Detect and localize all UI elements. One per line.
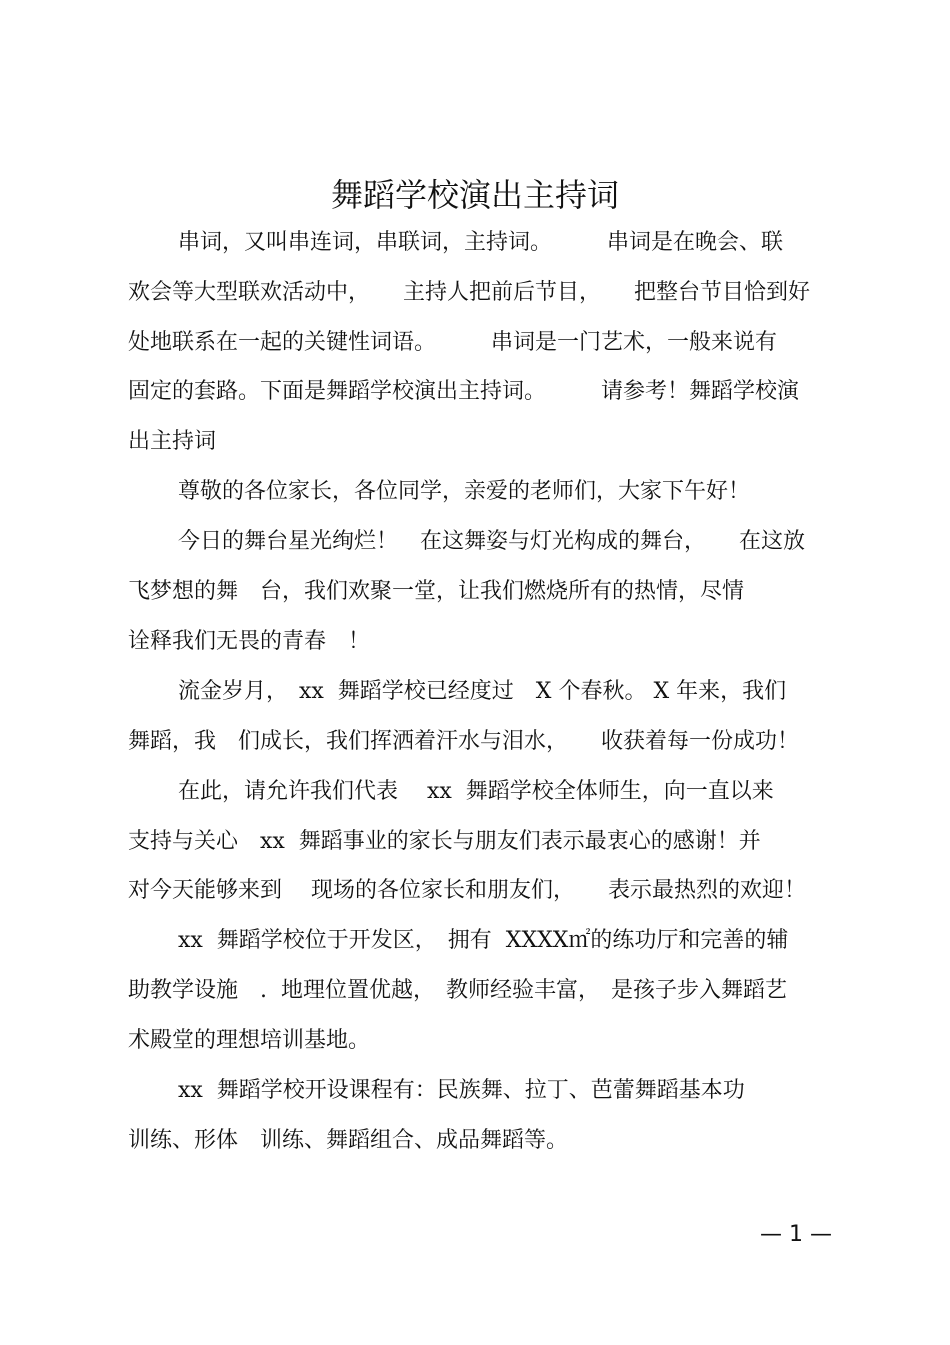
text-line: xx 舞蹈学校开设课程有：民族舞、拉丁、芭蕾舞蹈基本功 bbox=[178, 1078, 745, 1103]
text-line: 出主持词 bbox=[128, 429, 217, 454]
text-line: 助教学设施 . 地理位置优越， 教师经验丰富， 是孩子步入舞蹈艺 bbox=[128, 978, 787, 1003]
text-line: 今日的舞台星光绚烂！ 在这舞姿与灯光构成的舞台， 在这放 bbox=[178, 529, 806, 554]
text-line: 处地联系在一起的关键性词语。 串词是一门艺术，一般来说有 bbox=[128, 330, 778, 355]
text-line: 欢会等大型联欢活动中， 主持人把前后节目， 把整台节目恰到好 bbox=[128, 280, 811, 305]
document-title: 舞蹈学校演出主持词 bbox=[330, 176, 619, 214]
text-line: 训练、形体 训练、舞蹈组合、成品舞蹈等。 bbox=[128, 1128, 569, 1153]
text-line: 固定的套路。下面是舞蹈学校演出主持词。 请参考！舞蹈学校演 bbox=[128, 379, 800, 404]
text-line: 术殿堂的理想培训基地。 bbox=[128, 1028, 371, 1053]
text-line: 支持与关心 xx 舞蹈事业的家长与朋友们表示最衷心的感谢！并 bbox=[128, 829, 761, 854]
text-line: 尊敬的各位家长，各位同学，亲爱的老师们，大家下午好！ bbox=[178, 479, 751, 504]
text-line: 对今天能够来到 现场的各位家长和朋友们， 表示最热烈的欢迎！ bbox=[128, 878, 806, 903]
text-line: 串词，又叫串连词，串联词，主持词。 串词是在晚会、联 bbox=[178, 230, 784, 255]
text-line: xx 舞蹈学校位于开发区， 拥有 XXXX㎡的练功厅和完善的辅 bbox=[178, 928, 789, 953]
text-line: 流金岁月， xx 舞蹈学校已经度过 X 个春秋。 X 年来，我们 bbox=[178, 679, 787, 704]
text-line: 在此，请允许我们代表 xx 舞蹈学校全体师生，向一直以来 bbox=[178, 779, 774, 804]
text-line: 舞蹈，我 们成长，我们挥洒着汗水与泪水， 收获着每一份成功！ bbox=[128, 729, 800, 754]
text-line: 诠释我们无畏的青春 ！ bbox=[128, 629, 371, 654]
page-number: — 1 — bbox=[760, 1222, 832, 1247]
text-line: 飞梦想的舞 台，我们欢聚一堂，让我们燃烧所有的热情，尽情 bbox=[128, 579, 745, 604]
